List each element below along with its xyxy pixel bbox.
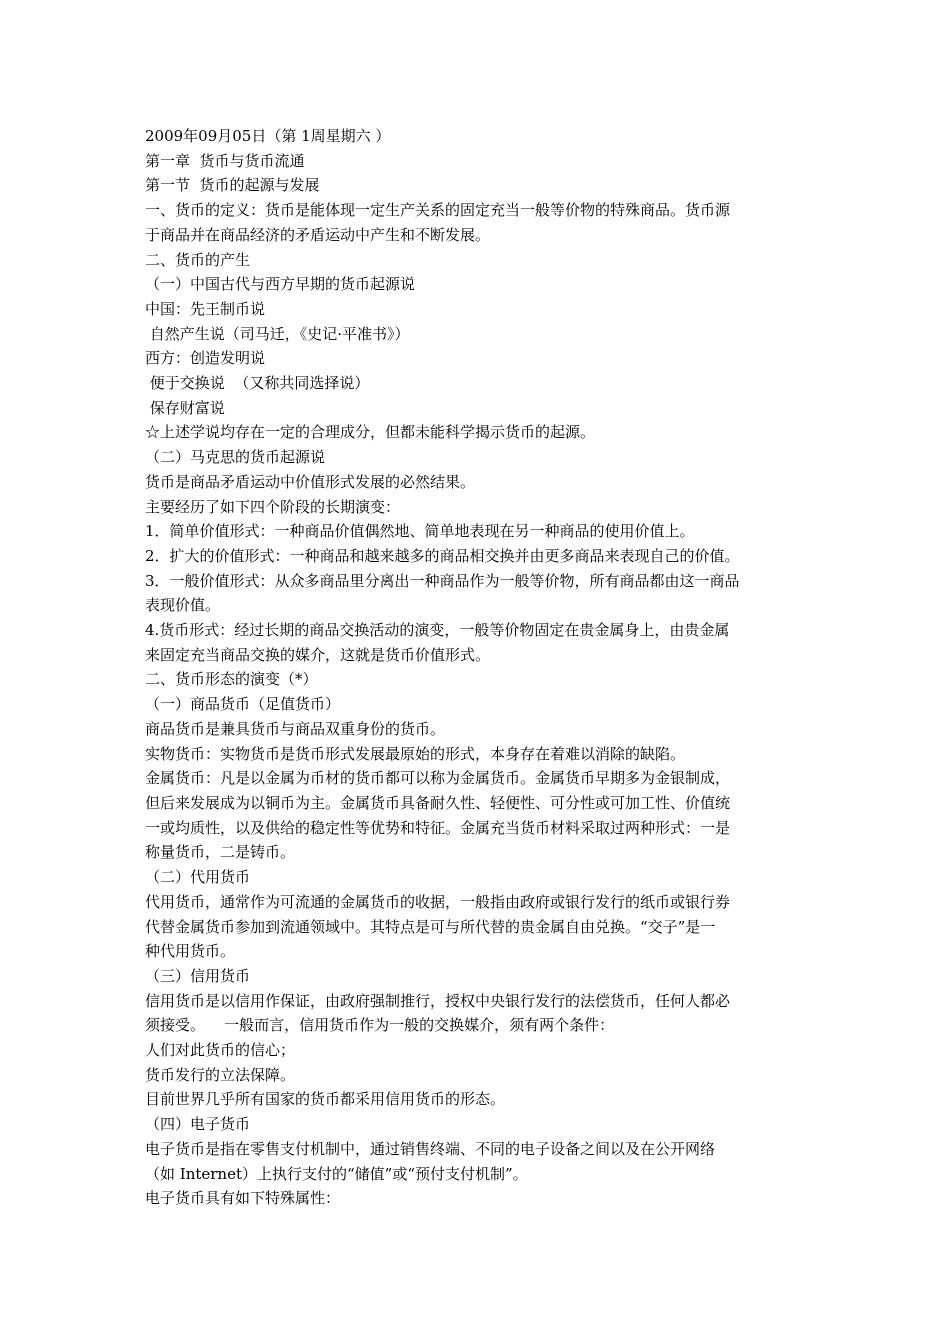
text-line: 一、货币的定义：货币是能体现一定生产关系的固定充当一般等价物的特殊商品。货币源 [145,201,731,220]
text-line: 信用货币是以信用作保证，由政府强制推行，授权中央银行发行的法偿货币，任何人都必 [145,991,731,1010]
text-line: 商品货币是兼具货币与商品双重身份的货币。 [145,719,446,738]
text-line: 货币是商品矛盾运动中价值形式发展的必然结果。 [145,472,476,491]
text-line: 第一章 货币与货币流通 [145,151,305,170]
text-line: 西方：创造发明说 [145,349,266,368]
text-line: 代替金属货币参加到流通领域中。其特点是可与所代替的贵金属自由兑换。“交子”是一 [145,917,716,936]
text-line: 2．扩大的价值形式：一种商品和越来越多的商品相交换并由更多商品来表现自己的价值。 [145,546,740,565]
text-line: 人们对此货币的信心； [145,1041,296,1060]
text-line: （一）中国古代与西方早期的货币起源说 [145,275,416,294]
text-line: （二）马克思的货币起源说 [145,448,326,467]
text-line: 电子货币是指在零售支付机制中，通过销售终端、不同的电子设备之间以及在公开网络 [145,1139,716,1158]
text-line: 表现价值。 [145,596,221,615]
text-line: 主要经历了如下四个阶段的长期演变： [145,497,401,516]
text-line: 第一节 货币的起源与发展 [145,176,320,195]
text-line: 须接受。 一般而言，信用货币作为一般的交换媒介，须有两个条件： [145,1016,615,1035]
text-line: 便于交换说 （又称共同选择说） [145,374,370,393]
text-line: 称量货币，二是铸币。 [145,843,296,862]
text-line: 二、货币形态的演变（*） [145,670,318,689]
text-line: 于商品并在商品经济的矛盾运动中产生和不断发展。 [145,225,491,244]
document-body [145,124,810,1211]
text-line: 但后来发展成为以铜币为主。金属货币具备耐久性、轻便性、可分性或可加工性、价值统 [145,793,731,812]
text-line: 中国：先王制币说 [145,299,266,318]
text-line: 3．一般价值形式：从众多商品里分离出一种商品作为一般等价物，所有商品都由这一商品 [145,571,740,590]
text-line: 来固定充当商品交换的媒介，这就是货币价值形式。 [145,645,491,664]
text-line: （二）代用货币 [145,868,251,887]
text-line: （如 Internet）上执行支付的“储值”或“预付支付机制”。 [145,1164,528,1183]
text-line: 代用货币，通常作为可流通的金属货币的收据，一般指由政府或银行发行的纸币或银行券 [145,892,731,911]
text-line: 1．简单价值形式：一种商品价值偶然地、简单地表现在另一种商品的使用价值上。 [145,522,695,541]
text-line: 电子货币具有如下特殊属性： [145,1189,341,1208]
text-line: 种代用货币。 [145,942,236,961]
text-line: 一或均质性，以及供给的稳定性等优势和特征。金属充当货币材料采取过两种形式：一是 [145,818,731,837]
text-line: （三）信用货币 [145,966,251,985]
text-line: 自然产生说（司马迁，《史记·平准书》） [145,324,410,343]
text-line: 货币发行的立法保障。 [145,1065,296,1084]
text-line: （一）商品货币（足值货币） [145,695,341,714]
text-line: 实物货币：实物货币是货币形式发展最原始的形式，本身存在着难以消除的缺陷。 [145,744,686,763]
text-line: （四）电子货币 [145,1115,251,1134]
text-line: 4.货币形式：经过长期的商品交换活动的演变，一般等价物固定在贵金属身上，由贵金属 [145,621,730,640]
text-line: ☆上述学说均存在一定的合理成分，但都未能科学揭示货币的起源。 [145,423,596,442]
text-line: 金属货币：凡是以金属为币材的货币都可以称为金属货币。金属货币早期多为金银制成， [145,769,731,788]
text-line: 保存财富说 [145,398,225,417]
text-line: 二、货币的产生 [145,250,251,269]
text-line: 2009年09月05日（第 1周星期六 ） [145,127,391,145]
text-line: 目前世界几乎所有国家的货币都采用信用货币的形态。 [145,1090,506,1109]
